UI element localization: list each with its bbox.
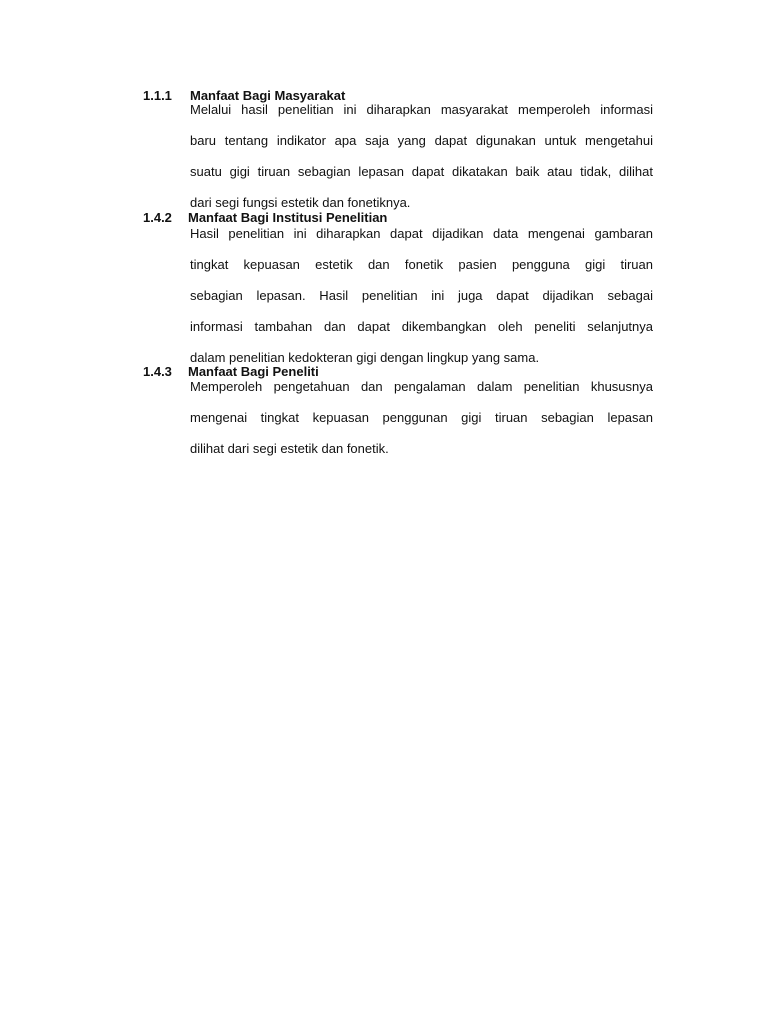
paragraph-line: sebagian lepasan. Hasil penelitian ini juga dapat dijadikan sebagai (190, 288, 653, 303)
paragraph-line: suatu gigi tiruan sebagian lepasan dapat dikatakan baik atau tidak, dilihat (190, 164, 653, 179)
paragraph-line: informasi tambahan dan dapat dikembangkan oleh peneliti selanjutnya (190, 319, 653, 334)
section-paragraph (190, 218, 653, 373)
section-number: 1.4.3 (143, 364, 172, 379)
paragraph-line: baru tentang indikator apa saja yang dapat digunakan untuk mengetahui (190, 133, 653, 148)
section-paragraph (190, 371, 653, 464)
paragraph-line: Hasil penelitian ini diharapkan dapat dijadikan data mengenai gambaran (190, 226, 653, 241)
section-title: Manfaat Bagi Institusi Penelitian (188, 210, 388, 225)
paragraph-line: mengenai tingkat kepuasan penggunan gigi tiruan sebagian lepasan (190, 410, 653, 425)
section-number: 1.4.2 (143, 210, 172, 225)
paragraph-line: Melalui hasil penelitian ini diharapkan masyarakat memperoleh informasi (190, 102, 653, 117)
section-title: Manfaat Bagi Masyarakat (190, 88, 346, 103)
paragraph-line: dari segi fungsi estetik dan fonetiknya. (190, 195, 411, 210)
paragraph-line: dalam penelitian kedokteran gigi dengan lingkup yang sama. (190, 350, 540, 365)
section-title: Manfaat Bagi Peneliti (188, 364, 319, 379)
section-number: 1.1.1 (143, 88, 172, 103)
paragraph-line: dilihat dari segi estetik dan fonetik. (190, 441, 389, 456)
paragraph-line: tingkat kepuasan estetik dan fonetik pasien pengguna gigi tiruan (190, 257, 653, 272)
section-paragraph (190, 94, 653, 218)
paragraph-line: Memperoleh pengetahuan dan pengalaman dalam penelitian khususnya (190, 379, 653, 394)
